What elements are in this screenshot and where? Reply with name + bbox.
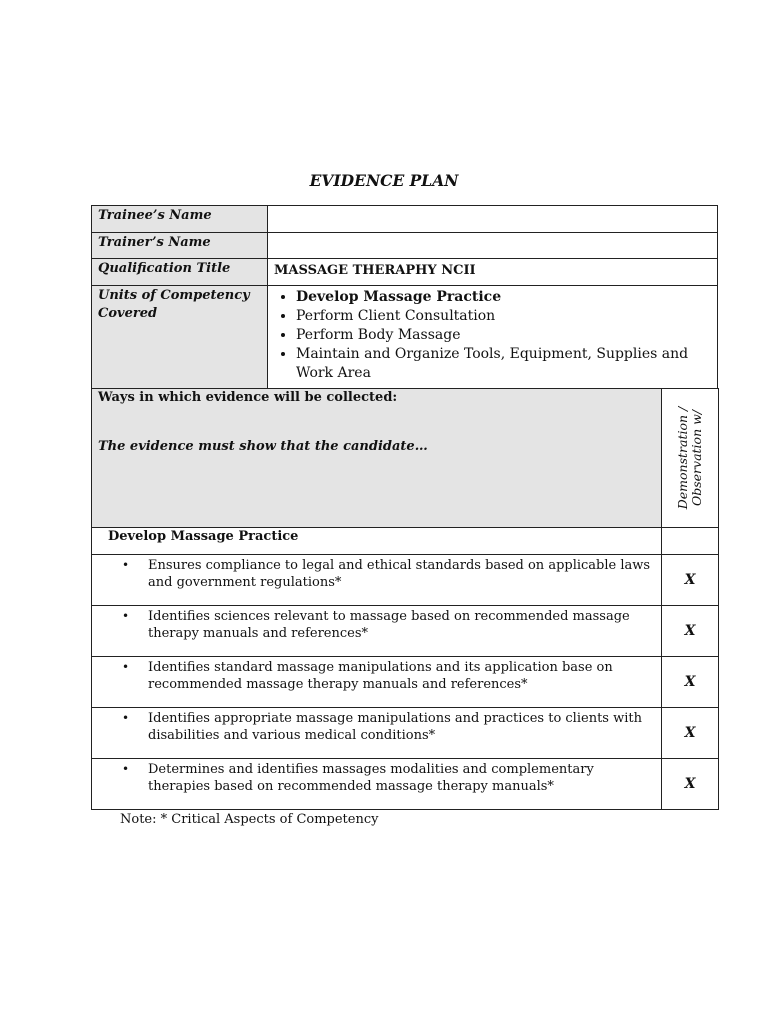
check-mark: X bbox=[662, 606, 719, 657]
bullet-icon: • bbox=[122, 711, 130, 725]
criterion-cell bbox=[92, 555, 662, 606]
section-title: Develop Massage Practice bbox=[92, 528, 662, 555]
trainer-name-value[interactable] bbox=[268, 233, 718, 259]
check-mark: X bbox=[662, 555, 719, 606]
table-row bbox=[92, 555, 719, 606]
bullet-icon: • bbox=[122, 660, 130, 674]
method-label-line-2: Observation w/ bbox=[689, 409, 704, 507]
must-show-text: The evidence must show that the candidate… bbox=[98, 439, 428, 454]
criterion-cell bbox=[92, 606, 662, 657]
unit-item: • Maintain and Organize Tools, Equipment, Supplies and Work Area bbox=[296, 345, 711, 382]
table-row bbox=[92, 657, 719, 708]
units-list bbox=[268, 286, 717, 385]
check-mark: X bbox=[662, 759, 719, 810]
method-label bbox=[676, 407, 704, 510]
bullet-icon: • bbox=[122, 609, 130, 623]
table-row bbox=[92, 708, 719, 759]
criterion-cell bbox=[92, 657, 662, 708]
method-label-line-1: Demonstration / bbox=[675, 406, 690, 510]
criterion-text: Determines and identifies massages modalities and complementary therapies based on recommended massage therapy manuals* bbox=[148, 762, 594, 794]
criterion-cell bbox=[92, 759, 662, 810]
method-header-cell bbox=[662, 389, 719, 528]
units-of-competency-list-cell bbox=[268, 286, 718, 389]
evidence-header-cell bbox=[92, 389, 662, 528]
criterion-text: Identifies appropriate massage manipulations and practices to clients with disabilities and various medical conditions* bbox=[148, 711, 642, 743]
page-title: EVIDENCE PLAN bbox=[309, 171, 459, 190]
units-of-competency-label: Units of Competency Covered bbox=[92, 286, 268, 389]
ways-heading: Ways in which evidence will be collected: bbox=[98, 390, 398, 405]
info-table bbox=[91, 205, 718, 389]
section-mark-cell bbox=[662, 528, 719, 555]
trainee-name-value[interactable] bbox=[268, 206, 718, 233]
table-row bbox=[92, 759, 719, 810]
criterion-text: Identifies sciences relevant to massage based on recommended massage therapy manuals and references* bbox=[148, 609, 630, 641]
evidence-table bbox=[91, 388, 719, 810]
trainee-name-label: Trainee’s Name bbox=[92, 206, 268, 233]
unit-item: • Develop Massage Practice bbox=[296, 288, 711, 307]
bullet-icon: • bbox=[122, 762, 130, 776]
trainer-name-label: Trainer’s Name bbox=[92, 233, 268, 259]
check-mark: X bbox=[662, 708, 719, 759]
criterion-cell bbox=[92, 708, 662, 759]
bullet-icon: • bbox=[122, 558, 130, 572]
criterion-text: Identifies standard massage manipulations and its application base on recommended massage therapy manuals and references* bbox=[148, 660, 613, 692]
table-row bbox=[92, 606, 719, 657]
qualification-title-label: Qualification Title bbox=[92, 259, 268, 286]
criterion-text: Ensures compliance to legal and ethical standards based on applicable laws and government regulations* bbox=[148, 558, 651, 590]
footnote: Note: * Critical Aspects of Competency bbox=[120, 812, 379, 827]
unit-item: • Perform Client Consultation bbox=[296, 307, 711, 326]
unit-item: • Perform Body Massage bbox=[296, 326, 711, 345]
qualification-title-value: MASSAGE THERAPHY NCII bbox=[268, 259, 718, 286]
check-mark: X bbox=[662, 657, 719, 708]
